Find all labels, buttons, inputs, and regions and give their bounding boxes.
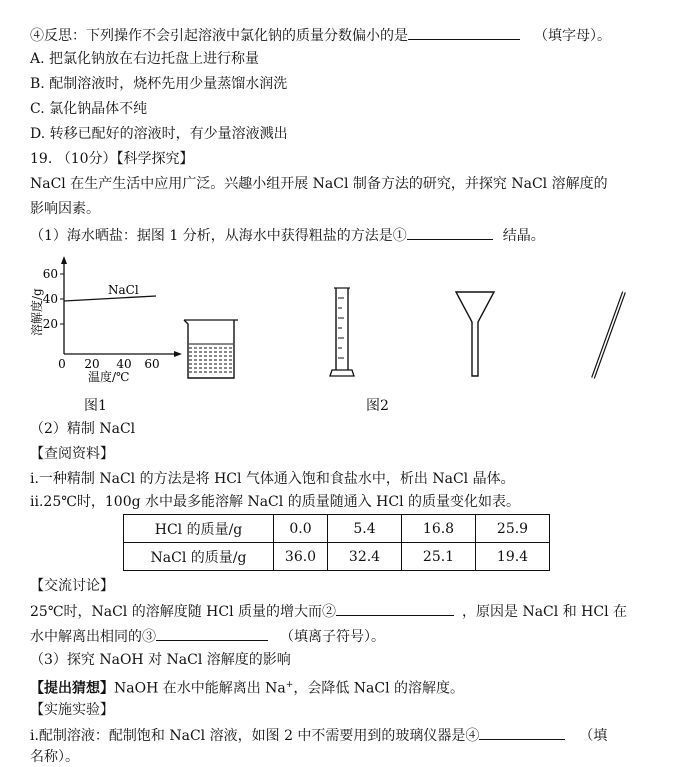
x-tick-0: 0 — [58, 357, 66, 371]
option-c: C. 氯化钠晶体不纯 — [30, 101, 148, 117]
table-cell: 36.0 — [274, 543, 328, 571]
hypothesis: 【提出猜想】NaOH 在水中能解离出 Na+，会降低 NaCl 的溶解度。 — [30, 680, 465, 697]
answer-blank-4[interactable] — [479, 724, 565, 740]
answer-blank-reflect[interactable] — [408, 24, 520, 40]
y-axis-label: 溶解度/g — [30, 288, 44, 336]
table-cell: 5.4 — [328, 515, 402, 543]
y-tick-20: 20 — [42, 317, 58, 331]
x-tick-60: 60 — [144, 357, 160, 371]
fig1-solubility-chart — [28, 254, 188, 384]
x-tick-40: 40 — [116, 357, 132, 371]
experiment-item-i-cont: 名称）。 — [30, 749, 79, 765]
table-row — [124, 543, 550, 571]
part2-heading: （2）精制 NaCl — [30, 421, 136, 437]
table-row — [124, 515, 550, 543]
glass-rod-icon — [593, 292, 624, 378]
reflect-question: ④反思：下列操作不会引起溶液中氯化钠的质量分数偏小的是 （填字母）。 — [30, 24, 611, 46]
q19-intro-line1: NaCl 在生产生活中应用广泛。兴趣小组开展 NaCl 制备方法的研究，并探究 NaCl 溶解度的 — [30, 176, 608, 192]
option-a: A. 把氯化钠放在右边托盘上进行称量 — [30, 51, 260, 67]
table-cell: 25.9 — [476, 515, 550, 543]
option-b: B. 配制溶液时，烧杯先用少量蒸馏水润洗 — [30, 76, 288, 92]
fig1-caption: 图1 — [84, 398, 107, 414]
y-tick-60: 60 — [42, 267, 58, 281]
table-cell: 19.4 — [476, 543, 550, 571]
q19-header: 19. （10分）【科学探究】 — [30, 151, 194, 167]
fig2-caption: 图2 — [366, 398, 389, 414]
option-d: D. 转移已配好的溶液时，有少量溶液溅出 — [30, 126, 288, 142]
table-cell: 0.0 — [274, 515, 328, 543]
x-axis-label: 温度/℃ — [88, 370, 130, 384]
funnel-icon — [456, 292, 494, 376]
y-tick-40: 40 — [42, 292, 58, 306]
lookup-item-i: ⅰ.一种精制 NaCl 的方法是将 HCl 气体通入饱和食盐水中，析出 NaCl 晶体。 — [30, 471, 515, 487]
experiment-heading: 【实施实验】 — [30, 702, 114, 718]
answer-blank-1[interactable] — [407, 224, 493, 240]
part3-heading: （3）探究 NaOH 对 NaCl 溶解度的影响 — [30, 652, 291, 668]
discuss-line2: 水中解离出相同的③ （填离子符号）。 — [30, 625, 385, 647]
table-cell: NaCl 的质量/g — [124, 543, 274, 571]
table-cell: 25.1 — [402, 543, 476, 571]
lookup-heading: 【查阅资料】 — [30, 446, 114, 462]
answer-blank-2[interactable] — [336, 600, 454, 616]
beaker-icon — [184, 320, 238, 378]
table-cell: 32.4 — [328, 543, 402, 571]
curve-label: NaCl — [108, 283, 139, 297]
solubility-table — [123, 514, 550, 571]
fig2-glassware — [176, 284, 636, 384]
experiment-item-i: ⅰ.配制溶液：配制饱和 NaCl 溶液，如图 2 中不需要用到的玻璃仪器是④ （填 — [30, 724, 607, 746]
q19-intro-line2: 影响因素。 — [30, 201, 100, 217]
part1-question: （1）海水晒盐：据图 1 分析，从海水中获得粗盐的方法是① 结晶。 — [30, 224, 545, 246]
table-cell: HCl 的质量/g — [124, 515, 274, 543]
answer-blank-3[interactable] — [156, 625, 268, 641]
table-cell: 16.8 — [402, 515, 476, 543]
discuss-heading: 【交流讨论】 — [30, 578, 114, 594]
discuss-line1: 25℃时，NaCl 的溶解度随 HCl 质量的增大而② ，原因是 NaCl 和 HCl 在 — [30, 600, 627, 622]
lookup-item-ii: ⅱ.25℃时，100g 水中最多能溶解 NaCl 的质量随通入 HCl 的质量变化如表。 — [30, 494, 520, 510]
graduated-cylinder-icon — [330, 288, 354, 376]
x-tick-20: 20 — [84, 357, 100, 371]
